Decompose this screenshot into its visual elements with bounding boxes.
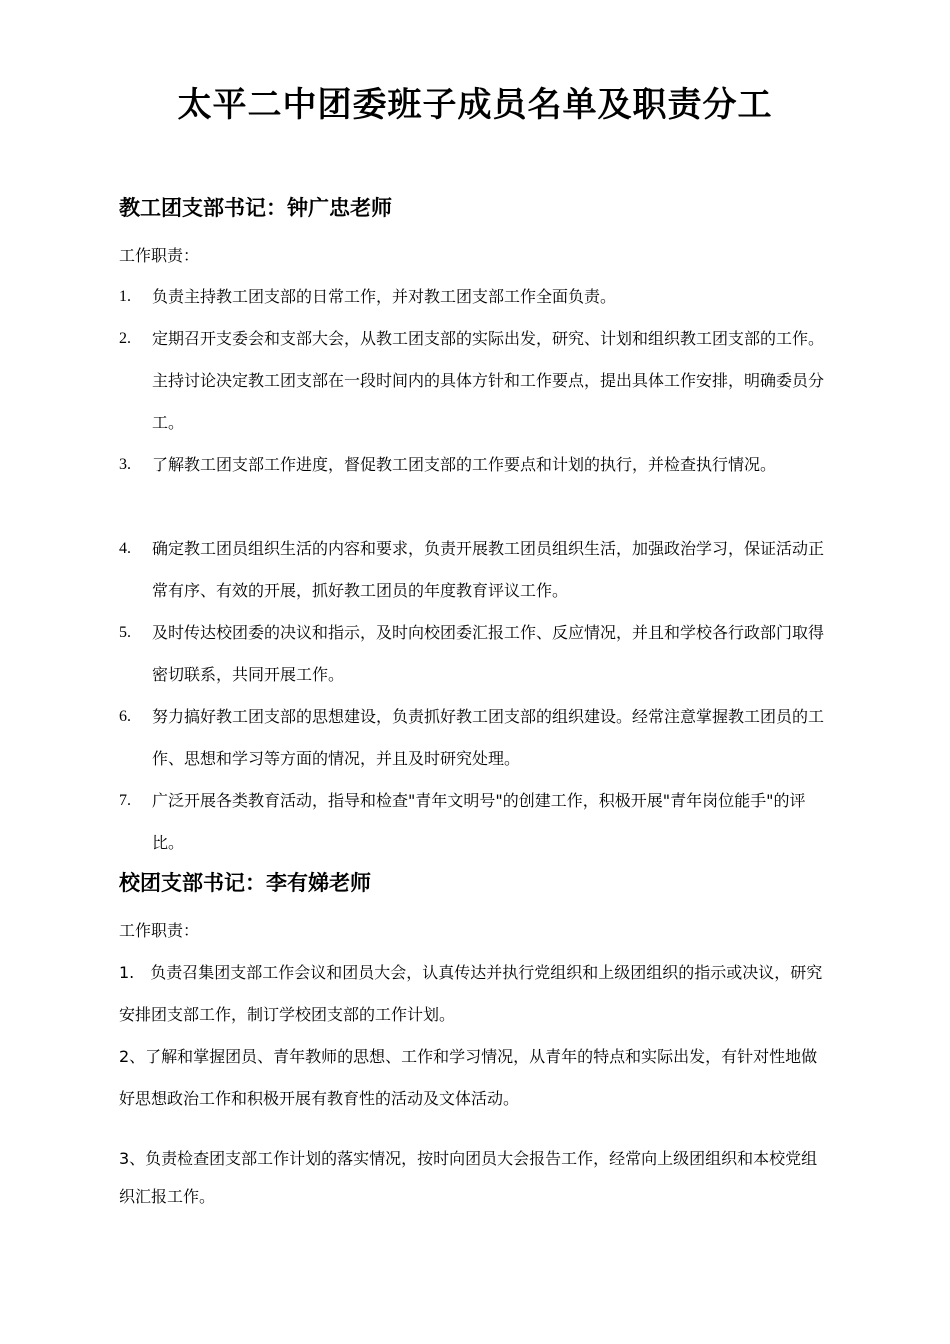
duty-paragraph: 2、了解和掌握团员、青年教师的思想、工作和学习情况，从青年的特点和实际出发，有针对性地做好思想政治工作和积极开展有教育性的活动及文体活动。 (119, 1047, 818, 1108)
item-text: 及时传达校团委的决议和指示，及时向校团委汇报工作、反应情况，并且和学校各行政部门取得密切联系，共同开展工作。 (152, 623, 825, 684)
item-number: 3. (119, 456, 131, 473)
item-text: 广泛开展各类教育活动，指导和检查"青年文明号"的创建工作，积极开展"青年岗位能手"的评比。 (152, 791, 806, 852)
duty-item (119, 696, 831, 780)
duty-item (119, 444, 831, 486)
item-text: 定期召开支委会和支部大会，从教工团支部的实际出发，研究、计划和组织教工团支部的工作。主持讨论决定教工团支部在一段时间内的具体方针和工作要点，提出具体工作安排，明确委员分工。 (152, 329, 825, 432)
duties-label: 工作职责： (119, 921, 200, 940)
item-number: 4. (119, 540, 131, 557)
duty-item (119, 780, 831, 864)
duty-paragraph: 1. 负责召集团支部工作会议和团员大会，认真传达并执行党组织和上级团组织的指示或决议，研究安排团支部工作，制订学校团支部的工作计划。 (119, 963, 823, 1024)
item-text: 努力搞好教工团支部的思想建设，负责抓好教工团支部的组织建设。经常注意掌握教工团员的工作、思想和学习等方面的情况，并且及时研究处理。 (152, 707, 825, 768)
duty-item (119, 318, 831, 444)
duty-item (119, 276, 831, 318)
section-heading-staff-branch: 教工团支部书记：钟广忠老师 (119, 196, 392, 220)
item-number: 5. (119, 624, 131, 641)
document-title: 太平二中团委班子成员名单及职责分工 (177, 85, 773, 125)
item-number: 2. (119, 330, 131, 347)
duties-label: 工作职责： (119, 246, 200, 265)
item-number: 6. (119, 708, 131, 725)
item-number: 7. (119, 792, 131, 809)
duty-item (119, 528, 831, 612)
item-number: 1. (119, 288, 131, 305)
item-text: 确定教工团员组织生活的内容和要求，负责开展教工团员组织生活，加强政治学习，保证活动正常有序、有效的开展，抓好教工团员的年度教育评议工作。 (152, 539, 825, 600)
duty-paragraph: 3、负责检查团支部工作计划的落实情况，按时向团员大会报告工作，经常向上级团组织和本校党组织汇报工作。 (119, 1149, 818, 1206)
duty-item (119, 612, 831, 696)
section-heading-school-branch: 校团支部书记：李有娣老师 (119, 871, 371, 895)
item-text: 了解教工团支部工作进度，督促教工团支部的工作要点和计划的执行，并检查执行情况。 (152, 455, 777, 474)
item-text: 负责主持教工团支部的日常工作，并对教工团支部工作全面负责。 (152, 287, 617, 306)
